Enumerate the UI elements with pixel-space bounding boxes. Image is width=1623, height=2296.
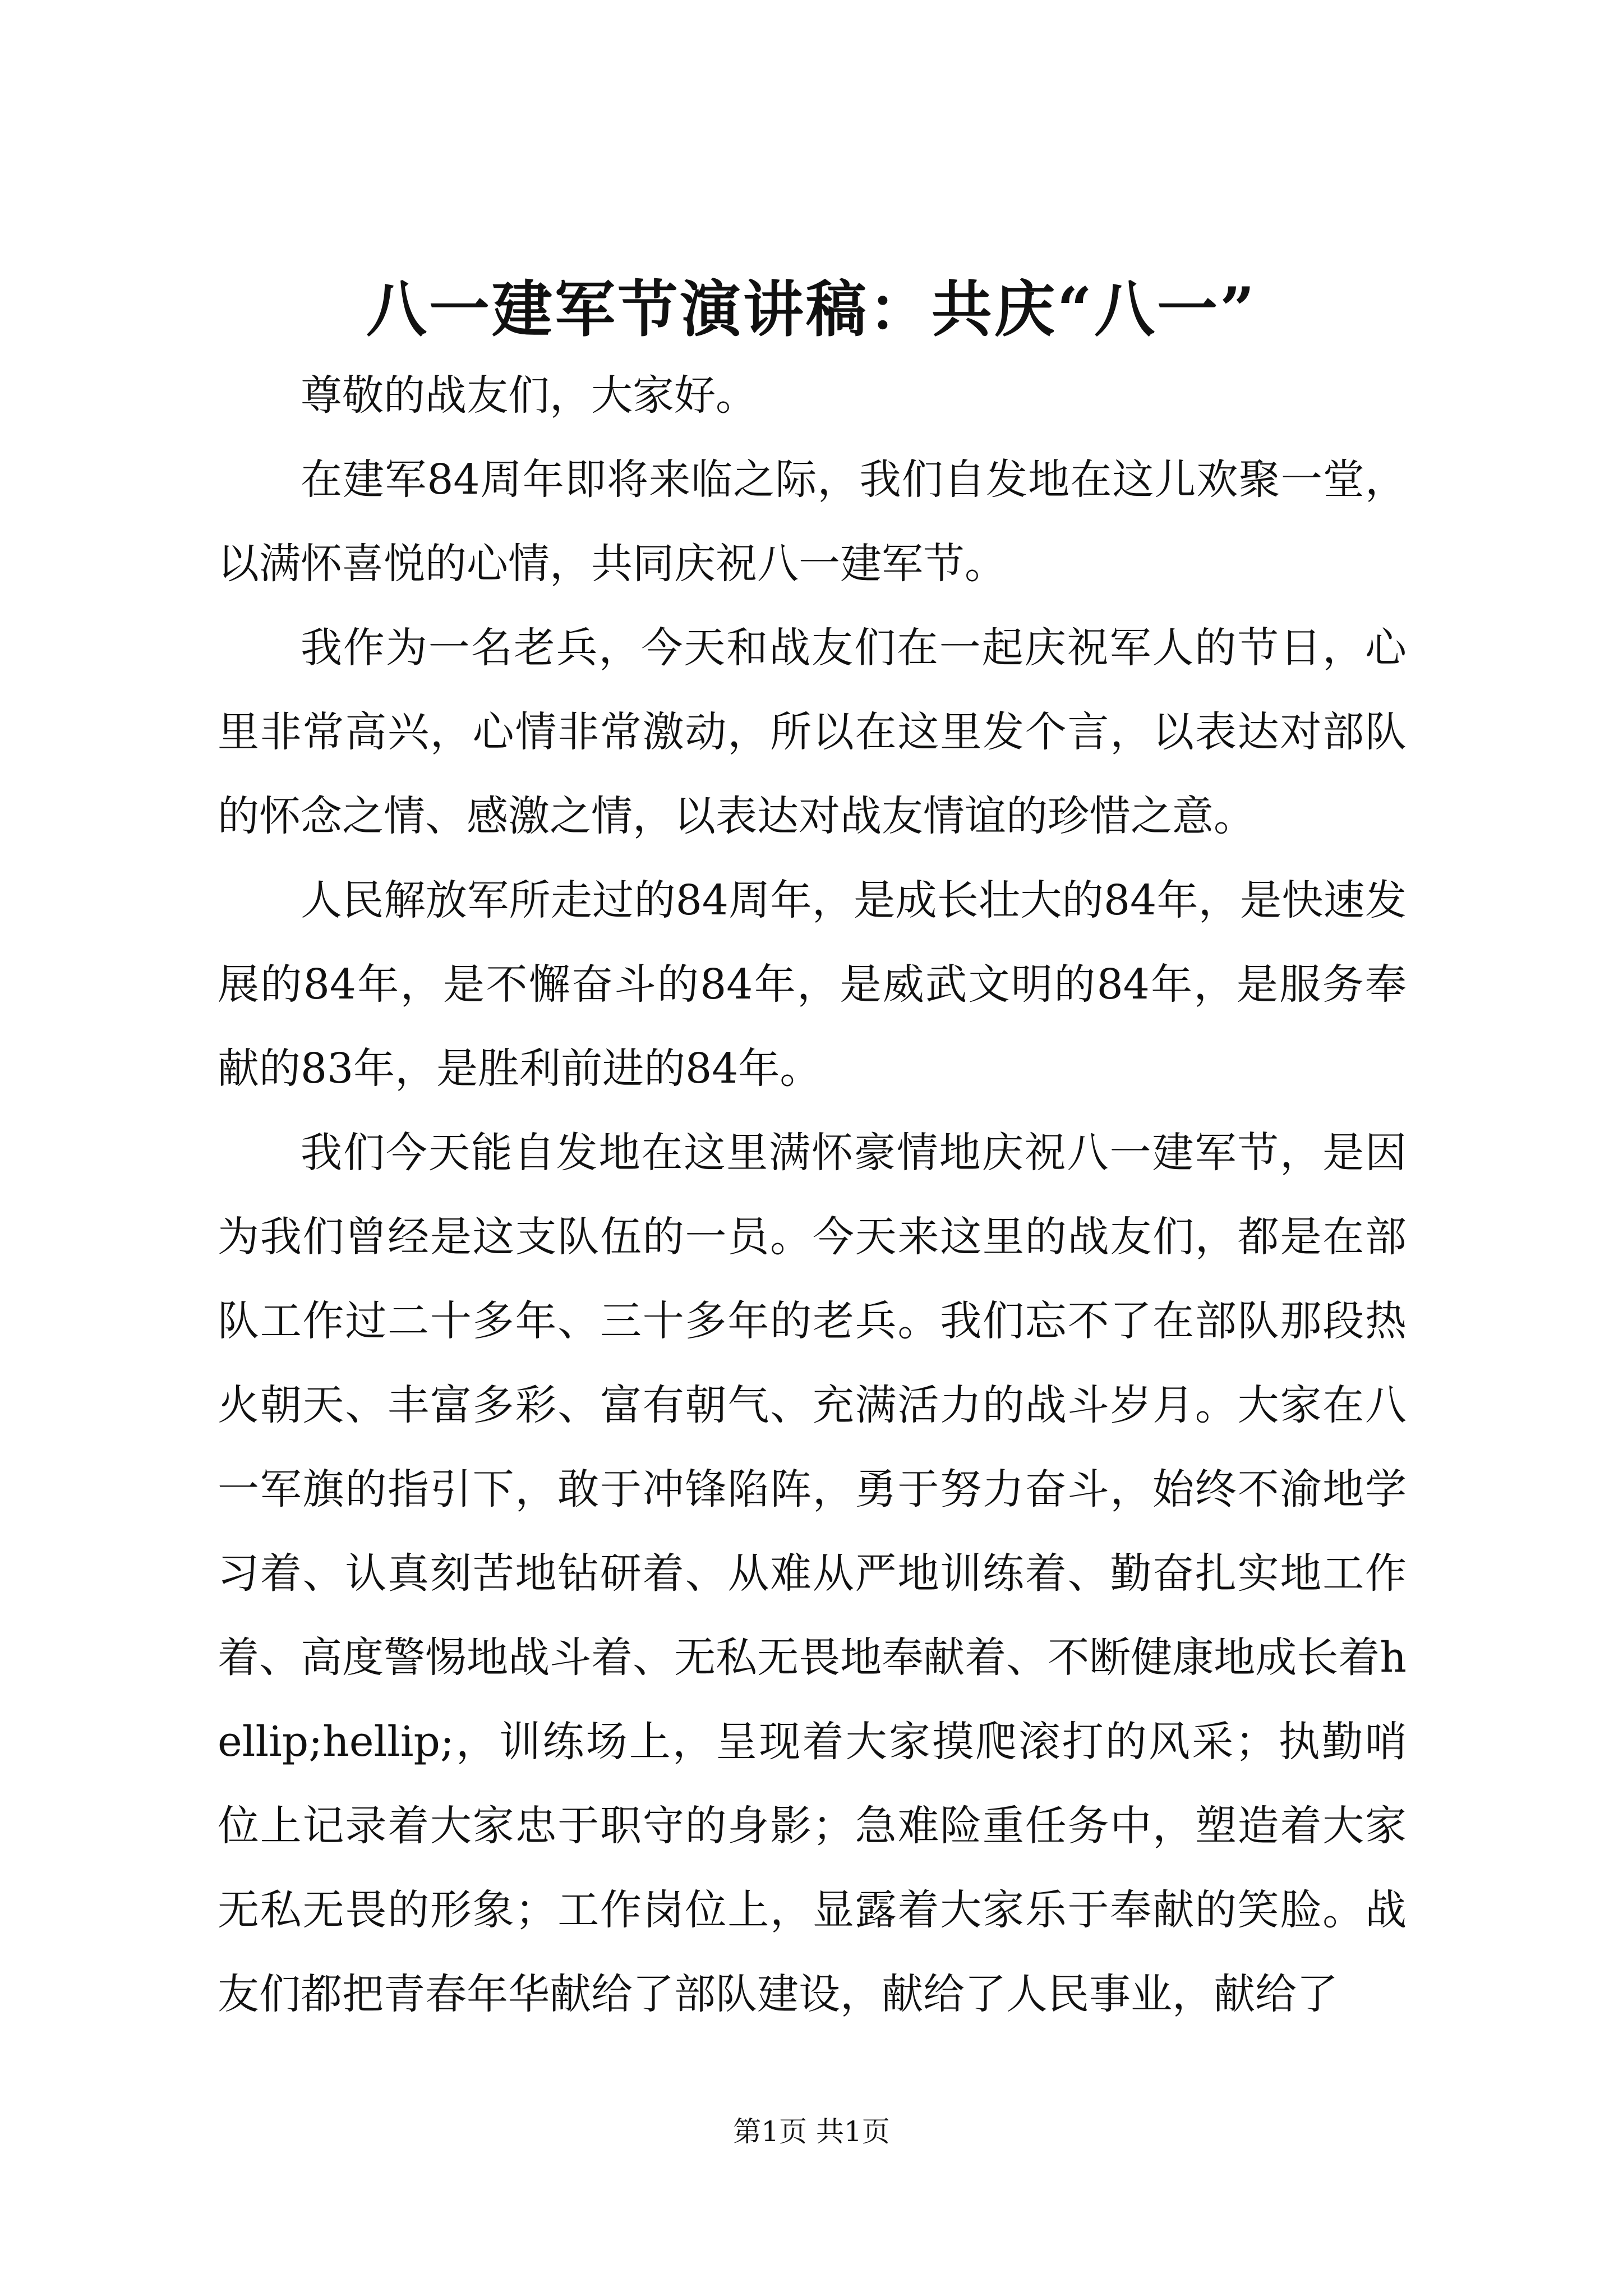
paragraph-veteran: 我作为一名老兵，今天和战友们在一起庆祝军人的节日，心里非常高兴，心情非常激动，所以在这里发个言，以表达对部队的怀念之情、感激之情，以表达对战友情谊的珍惜之意。 <box>218 624 1407 840</box>
paragraph-greeting: 尊敬的战友们，大家好。 <box>301 371 757 420</box>
document-title: 八一建军节演讲稿：共庆“八一” <box>366 274 1257 345</box>
document-body <box>218 353 1407 2036</box>
paragraph-occasion: 在建军84周年即将来临之际，我们自发地在这儿欢聚一堂，以满怀喜悦的心情，共同庆祝八一建军节。 <box>218 455 1407 588</box>
paragraph-history: 人民解放军所走过的84周年，是成长壮大的84年，是快速发展的84年，是不懈奋斗的84年，是威武文明的84年，是服务奉献的83年，是胜利前进的84年。 <box>218 876 1407 1093</box>
paragraph-memories: 我们今天能自发地在这里满怀豪情地庆祝八一建军节，是因为我们曾经是这支队伍的一员。今天来这里的战友们，都是在部队工作过二十多年、三十多年的老兵。我们忘不了在部队那段热火朝天、丰富多彩、富有朝气、充满活力的战斗岁月。大家在八一军旗的指引下，敢于冲锋陷阵，勇于努力奋斗，始终不渝地学习着、认真刻苦地钻研着、从难从严地训练着、勤奋扎实地工作着、高度警惕地战斗着、无私无畏地奉献着、不断健康地成长着hellip;hellip;，训练场上，呈现着大家摸爬滚打的风采；执勤哨位上记录着大家忠于职守的身影；急难险重任务中，塑造着大家无私无畏的形象；工作岗位上，显露着大家乐于奉献的笑脸。战友们都把青春年华献给了部队建设，献给了人民事业，献给了 <box>218 1129 1407 2018</box>
page-footer: 第1页 共1页 <box>733 2115 890 2148</box>
